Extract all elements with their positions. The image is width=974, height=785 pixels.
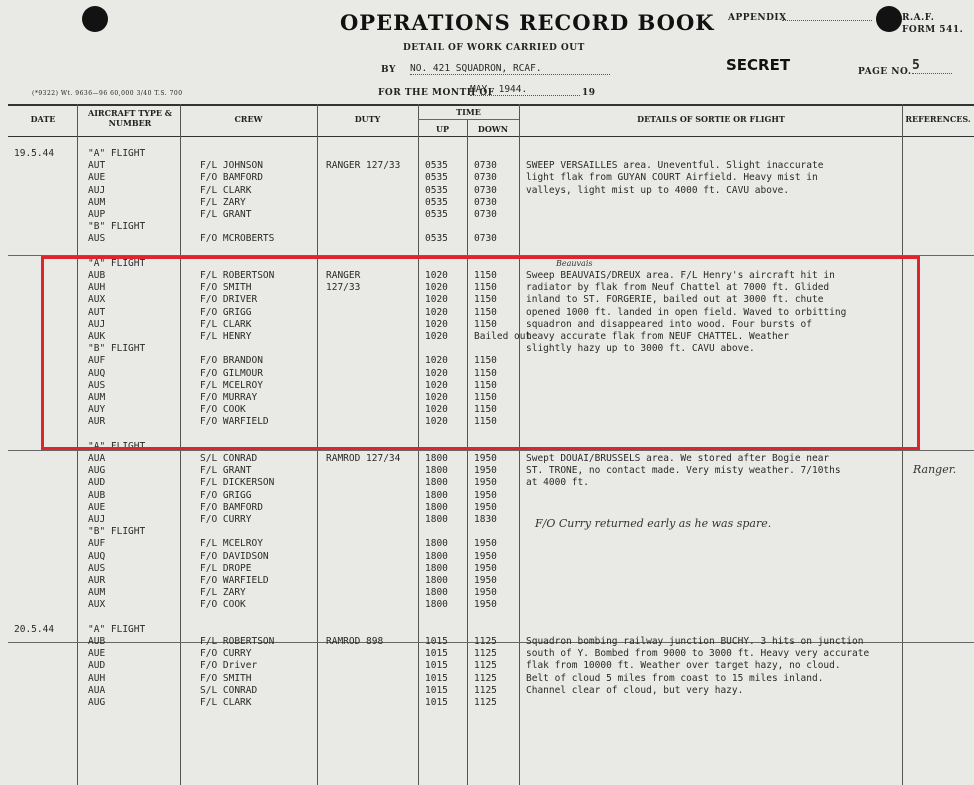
handwritten-ranger-ref: Ranger. bbox=[913, 463, 957, 476]
up-time-cell: 1800 bbox=[425, 538, 448, 550]
down-time-cell: 1950 bbox=[474, 501, 497, 513]
aircraft-cell: "A" FLIGHT bbox=[88, 623, 146, 635]
aircraft-cell: AUM bbox=[88, 587, 106, 599]
details-line: valleys, light mist up to 4000 ft. CAVU above. bbox=[526, 184, 790, 196]
crew-cell: F/L MCELROY bbox=[200, 379, 263, 391]
crew-cell: F/O MURRAY bbox=[200, 392, 258, 403]
down-time-cell: Bailed out bbox=[474, 331, 532, 342]
up-time-cell: 1800 bbox=[425, 587, 448, 599]
page-number: 5 bbox=[912, 58, 952, 74]
down-time-cell: 0730 bbox=[474, 233, 497, 245]
up-time-cell: 0535 bbox=[425, 172, 448, 184]
duty-cell: 127/33 bbox=[326, 282, 361, 294]
crew-cell: S/L CONRAD bbox=[200, 453, 258, 464]
details-line: Sweep BEAUVAIS/DREUX area. F/L Henry's aircraft hit in bbox=[526, 270, 835, 281]
up-time-cell: 1020 bbox=[425, 294, 448, 306]
date-cell: 20.5.44 bbox=[14, 623, 55, 635]
down-time-cell: 1125 bbox=[474, 684, 497, 696]
header-time: TIME bbox=[456, 107, 481, 117]
month-value: MAY, 1944. bbox=[470, 84, 580, 96]
details-line: slightly hazy up to 3000 ft. CAVU above. bbox=[526, 343, 755, 355]
aircraft-cell: AUX bbox=[88, 294, 106, 306]
header-down: DOWN bbox=[477, 124, 509, 134]
aircraft-cell: AUD bbox=[88, 660, 106, 672]
up-time-cell: 1020 bbox=[425, 270, 448, 281]
down-time-cell: 1150 bbox=[474, 282, 497, 294]
crew-cell: F/O CURRY bbox=[200, 648, 252, 660]
crew-cell: F/L CLARK bbox=[200, 318, 252, 330]
header-crew: CREW bbox=[234, 114, 263, 124]
details-line: Swept DOUAI/BRUSSELS area. We stored after Bogie near bbox=[526, 453, 830, 464]
aircraft-cell: AUA bbox=[88, 684, 106, 696]
up-time-cell: 1800 bbox=[425, 465, 448, 477]
aircraft-cell: AUQ bbox=[88, 367, 106, 379]
down-time-cell: 1950 bbox=[474, 538, 497, 550]
aircraft-cell: AUX bbox=[88, 599, 106, 611]
down-time-cell: 1950 bbox=[474, 489, 497, 501]
aircraft-cell: AUT bbox=[88, 160, 106, 172]
crew-cell: F/O CURRY bbox=[200, 514, 252, 525]
aircraft-cell: AUK bbox=[88, 331, 106, 342]
down-time-cell: 0730 bbox=[474, 160, 497, 172]
down-time-cell: 0730 bbox=[474, 209, 497, 220]
up-time-cell: 1800 bbox=[425, 599, 448, 611]
up-time-cell: 1015 bbox=[425, 684, 448, 696]
down-time-cell: 1950 bbox=[474, 575, 497, 586]
down-time-cell: 1125 bbox=[474, 648, 497, 660]
crew-cell: F/L GRANT bbox=[200, 465, 252, 477]
aircraft-cell: AUS bbox=[88, 379, 106, 391]
crew-cell: F/L HENRY bbox=[200, 331, 252, 342]
details-line: Channel clear of cloud, but very hazy. bbox=[526, 684, 744, 696]
aircraft-cell: "B" FLIGHT bbox=[88, 221, 146, 233]
aircraft-cell: AUB bbox=[88, 489, 106, 501]
down-time-cell: 1150 bbox=[474, 392, 497, 403]
page-subtitle: DETAIL OF WORK CARRIED OUT bbox=[403, 43, 585, 53]
duty-cell: RANGER 127/33 bbox=[326, 160, 401, 172]
crew-cell: F/O COOK bbox=[200, 599, 246, 611]
down-time-cell: 1125 bbox=[474, 672, 497, 684]
aircraft-cell: AUE bbox=[88, 172, 106, 184]
page-no-label: PAGE NO. bbox=[858, 67, 912, 77]
aircraft-cell: "A" FLIGHT bbox=[88, 440, 146, 452]
down-time-cell: 1950 bbox=[474, 465, 497, 477]
details-line: flak from 10000 ft. Weather over target hazy, no cloud. bbox=[526, 660, 841, 672]
up-time-cell: 1800 bbox=[425, 575, 448, 586]
aircraft-cell: AUP bbox=[88, 209, 106, 220]
up-time-cell: 1800 bbox=[425, 453, 448, 464]
crew-cell: F/L ZARY bbox=[200, 196, 246, 208]
down-time-cell: 1150 bbox=[474, 294, 497, 306]
up-time-cell: 1020 bbox=[425, 282, 448, 294]
crew-cell: F/L ROBERTSON bbox=[200, 636, 275, 647]
up-time-cell: 1015 bbox=[425, 636, 448, 647]
details-line: opened 1000 ft. landed in open field. Waved to orbitting bbox=[526, 306, 847, 318]
up-time-cell: 1020 bbox=[425, 416, 448, 428]
table-header-border bbox=[8, 136, 974, 137]
down-time-cell: 1125 bbox=[474, 636, 497, 647]
details-line: ST. TRONE, no contact made. Very misty weather. 7/10ths bbox=[526, 465, 841, 477]
year-suffix: 19 bbox=[582, 88, 596, 98]
crew-cell: F/O SMITH bbox=[200, 282, 252, 294]
details-line: radiator by flak from Neuf Chattel at 7000 ft. Glided bbox=[526, 282, 830, 294]
crew-cell: F/L ROBERTSON bbox=[200, 270, 275, 281]
aircraft-cell: AUQ bbox=[88, 550, 106, 562]
up-time-cell: 0535 bbox=[425, 209, 448, 220]
aircraft-cell: AUM bbox=[88, 392, 106, 403]
down-time-cell: 1150 bbox=[474, 379, 497, 391]
aircraft-cell: AUR bbox=[88, 575, 106, 586]
aircraft-cell: AUJ bbox=[88, 184, 106, 196]
down-time-cell: 1150 bbox=[474, 416, 497, 428]
month-label: FOR THE MONTH OF bbox=[378, 88, 495, 98]
header-date: DATE bbox=[30, 114, 56, 124]
appendix-label: APPENDIX bbox=[728, 13, 787, 23]
up-time-cell: 1020 bbox=[425, 318, 448, 330]
crew-cell: F/O Driver bbox=[200, 660, 258, 672]
down-time-cell: 0730 bbox=[474, 184, 497, 196]
details-line: at 4000 ft. bbox=[526, 477, 589, 489]
binder-hole-right bbox=[876, 6, 902, 32]
header-up: UP bbox=[436, 124, 449, 134]
by-label: BY bbox=[381, 65, 396, 75]
up-time-cell: 1015 bbox=[425, 697, 448, 708]
aircraft-cell: AUJ bbox=[88, 318, 106, 330]
crew-cell: F/O WARFIELD bbox=[200, 575, 269, 586]
down-time-cell: 1950 bbox=[474, 477, 497, 489]
down-time-cell: 0730 bbox=[474, 196, 497, 208]
crew-cell: F/L DICKERSON bbox=[200, 477, 275, 489]
time-divider bbox=[418, 119, 519, 120]
down-time-cell: 1150 bbox=[474, 355, 497, 367]
aircraft-cell: AUJ bbox=[88, 514, 106, 525]
aircraft-cell: "B" FLIGHT bbox=[88, 343, 146, 355]
aircraft-cell: AUG bbox=[88, 465, 106, 477]
down-time-cell: 1950 bbox=[474, 587, 497, 599]
up-time-cell: 1020 bbox=[425, 392, 448, 403]
aircraft-cell: AUE bbox=[88, 501, 106, 513]
raf-label: R.A.F. bbox=[902, 13, 935, 23]
details-line: Squadron bombing railway junction BUCHY. 3 hits on junction bbox=[526, 636, 864, 647]
up-time-cell: 0535 bbox=[425, 184, 448, 196]
down-time-cell: 1950 bbox=[474, 562, 497, 574]
down-time-cell: 1950 bbox=[474, 599, 497, 611]
crew-cell: F/O COOK bbox=[200, 404, 246, 416]
up-time-cell: 1800 bbox=[425, 514, 448, 525]
aircraft-cell: AUS bbox=[88, 233, 106, 245]
details-line: south of Y. Bombed from 9000 to 3000 ft. Heavy very accurate bbox=[526, 648, 870, 660]
table-top-border bbox=[8, 104, 974, 106]
group-separator-2 bbox=[8, 450, 974, 451]
down-time-cell: 1950 bbox=[474, 453, 497, 464]
up-time-cell: 1800 bbox=[425, 550, 448, 562]
details-line: heavy accurate flak from NEUF CHATTEL. Weather bbox=[526, 331, 790, 342]
down-time-cell: 1125 bbox=[474, 660, 497, 672]
squadron-name: NO. 421 SQUADRON, RCAF. bbox=[410, 63, 610, 75]
up-time-cell: 0535 bbox=[425, 233, 448, 245]
crew-cell: F/L MCELROY bbox=[200, 538, 263, 550]
crew-cell: F/O WARFIELD bbox=[200, 416, 269, 428]
aircraft-cell: AUR bbox=[88, 416, 106, 428]
crew-cell: F/O GRIGG bbox=[200, 489, 252, 501]
down-time-cell: 1150 bbox=[474, 367, 497, 379]
aircraft-cell: AUA bbox=[88, 453, 106, 464]
page-title: OPERATIONS RECORD BOOK bbox=[340, 10, 715, 35]
secret-stamp: SECRET bbox=[726, 56, 791, 74]
aircraft-cell: AUD bbox=[88, 477, 106, 489]
header-details: DETAILS OF SORTIE OR FLIGHT bbox=[637, 114, 785, 124]
up-time-cell: 1020 bbox=[425, 331, 448, 342]
down-time-cell: 1150 bbox=[474, 404, 497, 416]
date-cell: 19.5.44 bbox=[14, 148, 55, 159]
duty-cell: RAMROD 898 bbox=[326, 636, 384, 647]
aircraft-cell: AUM bbox=[88, 196, 106, 208]
crew-cell: F/L GRANT bbox=[200, 209, 252, 220]
crew-cell: F/O BAMFORD bbox=[200, 501, 263, 513]
down-time-cell: 1125 bbox=[474, 697, 497, 708]
crew-cell: F/L CLARK bbox=[200, 184, 252, 196]
aircraft-cell: AUH bbox=[88, 672, 106, 684]
aircraft-cell: AUY bbox=[88, 404, 106, 416]
header-duty: DUTY bbox=[354, 114, 381, 124]
up-time-cell: 1020 bbox=[425, 404, 448, 416]
up-time-cell: 1015 bbox=[425, 648, 448, 660]
handwritten-beauvais: Beauvais bbox=[556, 259, 593, 268]
up-time-cell: 1015 bbox=[425, 660, 448, 672]
crew-cell: F/L JOHNSON bbox=[200, 160, 263, 172]
print-code: (*9322) Wt. 9636—96 60,000 3/40 T.S. 700 bbox=[32, 90, 183, 97]
aircraft-cell: AUS bbox=[88, 562, 106, 574]
up-time-cell: 1800 bbox=[425, 477, 448, 489]
down-time-cell: 1950 bbox=[474, 550, 497, 562]
aircraft-cell: AUG bbox=[88, 697, 106, 708]
up-time-cell: 1800 bbox=[425, 489, 448, 501]
up-time-cell: 1800 bbox=[425, 562, 448, 574]
aircraft-cell: AUE bbox=[88, 648, 106, 660]
up-time-cell: 1020 bbox=[425, 306, 448, 318]
details-line: Belt of cloud 5 miles from coast to 15 miles inland. bbox=[526, 672, 824, 684]
aircraft-cell: AUT bbox=[88, 306, 106, 318]
aircraft-cell: AUH bbox=[88, 282, 106, 294]
up-time-cell: 1020 bbox=[425, 379, 448, 391]
crew-cell: S/L CONRAD bbox=[200, 684, 258, 696]
details-line: inland to ST. FORGERIE, bailed out at 3000 ft. chute bbox=[526, 294, 824, 306]
form-label: FORM 541. bbox=[902, 25, 964, 35]
aircraft-cell: "A" FLIGHT bbox=[88, 148, 146, 159]
crew-cell: F/O GRIGG bbox=[200, 306, 252, 318]
down-time-cell: 1150 bbox=[474, 306, 497, 318]
details-line: SWEEP VERSAILLES area. Uneventful. Slight inaccurate bbox=[526, 160, 824, 172]
aircraft-cell: AUB bbox=[88, 636, 106, 647]
up-time-cell: 1015 bbox=[425, 672, 448, 684]
crew-cell: F/L CLARK bbox=[200, 697, 252, 708]
aircraft-cell: AUF bbox=[88, 355, 106, 367]
col-divider-up bbox=[467, 119, 468, 785]
up-time-cell: 0535 bbox=[425, 160, 448, 172]
binder-hole-left bbox=[82, 6, 108, 32]
crew-cell: F/L DROPE bbox=[200, 562, 252, 574]
up-time-cell: 1800 bbox=[425, 501, 448, 513]
crew-cell: F/O GILMOUR bbox=[200, 367, 263, 379]
down-time-cell: 1150 bbox=[474, 270, 497, 281]
crew-cell: F/O MCROBERTS bbox=[200, 233, 275, 245]
header-references: REFERENCES. bbox=[905, 114, 971, 124]
crew-cell: F/O BAMFORD bbox=[200, 172, 263, 184]
details-line: light flak from GUYAN COURT Airfield. Heavy mist in bbox=[526, 172, 818, 184]
handwritten-curry-note: F/O Curry returned early as he was spare. bbox=[535, 517, 772, 530]
header-aircraft: AIRCRAFT TYPE & NUMBER bbox=[87, 108, 173, 128]
appendix-line bbox=[782, 20, 872, 21]
duty-cell: RANGER bbox=[326, 270, 361, 281]
aircraft-cell: AUB bbox=[88, 270, 106, 281]
crew-cell: F/O SMITH bbox=[200, 672, 252, 684]
down-time-cell: 1830 bbox=[474, 514, 497, 525]
up-time-cell: 0535 bbox=[425, 196, 448, 208]
crew-cell: F/O DRIVER bbox=[200, 294, 258, 306]
aircraft-cell: AUF bbox=[88, 538, 106, 550]
crew-cell: F/O DAVIDSON bbox=[200, 550, 269, 562]
up-time-cell: 1020 bbox=[425, 367, 448, 379]
aircraft-cell: "A" FLIGHT bbox=[88, 257, 146, 269]
down-time-cell: 0730 bbox=[474, 172, 497, 184]
down-time-cell: 1150 bbox=[474, 318, 497, 330]
highlight-box bbox=[41, 256, 920, 450]
details-line: squadron and disappeared into wood. Four bursts of bbox=[526, 318, 812, 330]
up-time-cell: 1020 bbox=[425, 355, 448, 367]
duty-cell: RAMROD 127/34 bbox=[326, 453, 401, 464]
crew-cell: F/L ZARY bbox=[200, 587, 246, 599]
aircraft-cell: "B" FLIGHT bbox=[88, 526, 146, 538]
crew-cell: F/O BRANDON bbox=[200, 355, 263, 367]
